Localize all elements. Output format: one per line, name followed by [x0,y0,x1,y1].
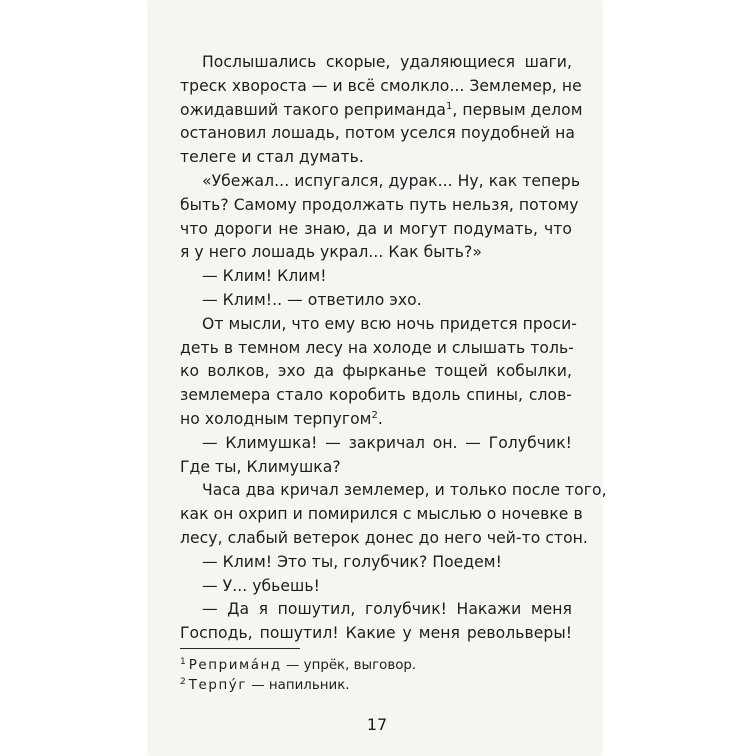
text-line [180,551,572,575]
text-line-content: От мысли, что ему всю ночь придется проси- [202,314,577,333]
text-line-content: но холодным терпугом [180,409,372,428]
footnote [180,656,572,676]
text-line-content: как он охрип и помирился с мыслью о ночевке в [180,505,583,524]
text-line-content: — Да я пошутил, голубчик! Накажи меня [202,600,572,619]
footnote-definition: — упрёк, выговор. [281,658,417,673]
footnote [180,676,572,696]
text-line [180,598,572,622]
page-number: 17 [366,715,388,734]
text-line-content: — Климушка! — закричал он. — Голубчик! [202,433,572,452]
text-line [180,313,577,337]
text-line-content: — Клим! Это ты, голубчик? Поедем! [202,552,502,571]
text-line-content: землемера стало коробить вдоль спины, слов- [180,386,572,405]
text-line [180,408,572,432]
footnote-reference: 2 [371,409,378,421]
text-line [180,51,572,75]
footnote-term: Терпу́г [188,678,247,693]
footnote-reference: 1 [445,100,453,112]
text-line-content: — Клим! Клим! [202,267,327,286]
text-line-tail: , первым делом [452,100,583,119]
text-line [180,360,572,384]
body-text [180,51,607,646]
text-line [180,289,572,313]
text-line-content: Где ты, Климушка? [180,457,341,476]
text-line [180,384,572,408]
footnote-mark: 2 [180,676,186,687]
text-line [180,146,572,170]
text-line-content: Послышались скорые, удаляющиеся шаги, [202,53,572,71]
text-line-content: я у него лошадь украл... Как быть?» [180,243,482,262]
text-line [180,122,575,146]
footnote-definition: — напильник. [246,678,350,693]
text-line [180,218,572,242]
text-line-content: — У... убьешь! [202,576,320,595]
text-line [180,503,583,527]
text-line-content: быть? Самому продолжать путь нельзя, потому [180,195,579,214]
text-line [180,194,579,218]
text-line [180,241,572,265]
text-line-content: лесу, слабый ветерок донес до него чей-то стон. [180,528,588,547]
text-line-content: что дороги не знаю, да и могут подумать, что [180,219,572,238]
text-line-content: — Клим!.. — ответило эхо. [202,290,422,309]
text-line [180,479,607,503]
text-line [180,75,582,99]
footnote-mark: 1 [180,656,186,667]
text-line [180,432,572,456]
text-line [180,265,572,289]
text-line-content: телеге и стал думать. [180,148,364,167]
text-line [180,456,572,480]
text-line-content: деть в темном лесу на холоде и слышать толь- [180,338,574,357]
text-line [180,575,572,599]
text-line-tail: . [377,409,383,428]
text-line-content: ко волков, эхо да фырканье тощей кобылки, [180,362,572,381]
text-line-content: Господь, пошутил! Какие у меня револьверы! [180,624,572,643]
text-line-content: «Убежал... испугался, дурак... Ну, как теперь [202,171,581,190]
footnote-term: Реприма́нд [188,658,282,673]
footnote-separator [180,648,300,649]
text-line-content: треск хвороста — и всё смолкло... Землемер, не [180,76,582,95]
text-line-content: остановил лошадь, потом уселся поудобней на [180,124,575,143]
text-line [180,99,583,123]
text-line [180,527,588,551]
text-line [180,170,581,194]
text-line [180,337,572,361]
text-line-content: ожидавший такого реприманда [180,100,446,119]
text-line [180,622,572,646]
footnotes [180,656,572,696]
text-line-content: Часа два кричал землемер, и только после того, [202,481,607,500]
